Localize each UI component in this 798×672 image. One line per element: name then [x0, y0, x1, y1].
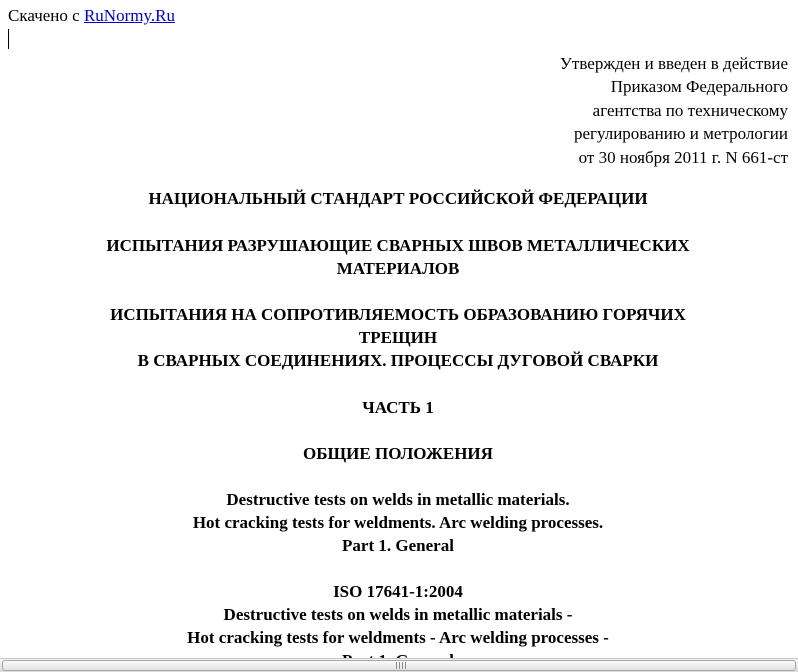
english-title-line: Destructive tests on welds in metallic materials.	[226, 490, 570, 509]
title-line: МАТЕРИАЛОВ	[336, 259, 460, 278]
title-line: В СВАРНЫХ СОЕДИНЕНИЯХ. ПРОЦЕССЫ ДУГОВОЙ СВАРКИ	[137, 351, 659, 370]
horizontal-scrollbar[interactable]	[0, 658, 798, 672]
standard-title-text: НАЦИОНАЛЬНЫЙ СТАНДАРТ РОССИЙСКОЙ ФЕДЕРАЦИИ	[148, 189, 648, 208]
approval-line: регулированию и метрологии	[573, 124, 788, 144]
standard-title	[0, 187, 796, 210]
part-text: ЧАСТЬ 1	[362, 398, 434, 417]
approval-line: Приказом Федерального	[610, 77, 788, 97]
runormy-link[interactable]: RuNormy.Ru	[83, 6, 175, 25]
approval-line: от 30 ноября 2011 г. N 661-ст	[578, 147, 788, 167]
general-heading	[0, 442, 796, 465]
english-title	[0, 488, 796, 557]
english-title-line: Hot cracking tests for weldments. Arc welding processes.	[192, 513, 604, 532]
title-line: ИСПЫТАНИЯ РАЗРУШАЮЩИЕ СВАРНЫХ ШВОВ МЕТАЛЛИЧЕСКИХ	[106, 236, 690, 255]
document-title-2	[0, 303, 796, 372]
approval-block	[368, 52, 788, 169]
approval-line: Утвержден и введен в действие	[559, 54, 788, 73]
iso-line: Destructive tests on welds in metallic materials -	[223, 605, 573, 624]
iso-line: Hot cracking tests for weldments - Arc welding processes -	[187, 628, 609, 647]
general-text: ОБЩИЕ ПОЛОЖЕНИЯ	[303, 444, 493, 463]
grip-icon	[396, 662, 406, 669]
source-prefix: Скачено с	[8, 6, 84, 25]
english-title-line: Part 1. General	[342, 536, 454, 555]
iso-line: ISO 17641-1:2004	[333, 582, 463, 601]
document-title-1	[0, 234, 796, 280]
source-line	[8, 6, 175, 26]
part-heading	[0, 396, 796, 419]
text-caret	[8, 29, 9, 49]
title-line: ИСПЫТАНИЯ НА СОПРОТИВЛЯЕМОСТЬ ОБРАЗОВАНИЮ ГОРЯЧИХ	[110, 305, 686, 324]
approval-line: агентства по техническому	[592, 100, 788, 120]
scrollbar-thumb[interactable]	[2, 660, 796, 671]
title-line: ТРЕЩИН	[358, 328, 438, 347]
